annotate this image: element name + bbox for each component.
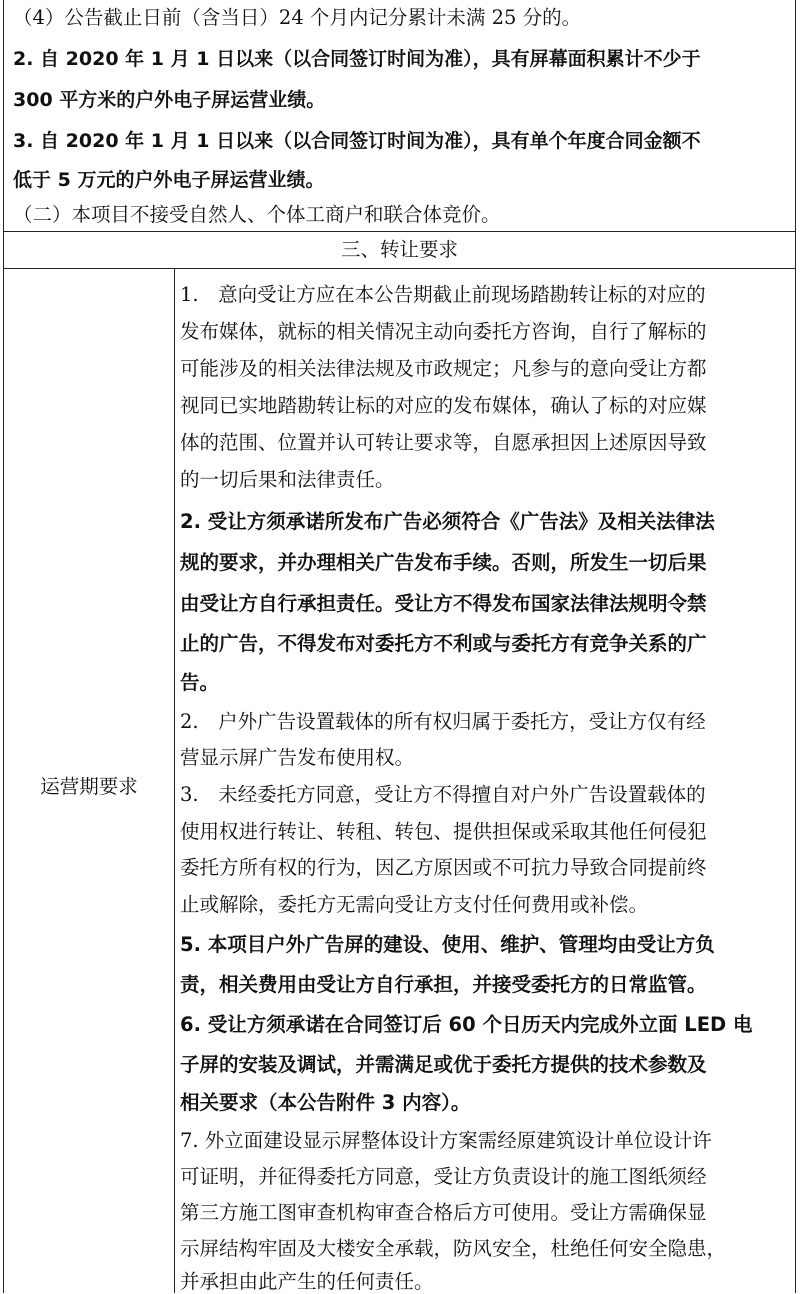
text-line: （二）本项目不接受自然人、个体工商户和联合体竞价。 <box>13 203 501 226</box>
text-line: 低于 5 万元的户外电子屏运营业绩。 <box>13 169 325 191</box>
qualification-block <box>3 0 796 230</box>
text-line: 300 平方米的户外电子屏运营业绩。 <box>13 89 326 111</box>
text-line: 3. 自 2020 年 1 月 1 日以来（以合同签订时间为准），具有单个年度合同金额不 <box>13 130 701 152</box>
text-line: 第三方施工图审查机构审查合格后方可使用。受让方需确保显 <box>180 1201 707 1224</box>
text-line: 止或解除，委托方无需向受让方支付任何费用或补偿。 <box>180 893 649 916</box>
text-line: 止的广告，不得发布对委托方不利或与委托方有竞争关系的广 <box>180 632 707 655</box>
text-line: 示屏结构牢固及大楼安全承载，防风安全，杜绝任何安全隐患， <box>180 1237 727 1260</box>
text-line: 使用权进行转让、转租、转包、提供担保或采取其他任何侵犯 <box>180 820 707 843</box>
text-line: 5. 本项目户外广告屏的建设、使用、维护、管理均由受让方负 <box>180 933 715 956</box>
text-line: 规的要求，并办理相关广告发布手续。否则，所发生一切后果 <box>180 551 707 574</box>
text-line: （4）公告截止日前（含当日）24 个月内记分累计未满 25 分的。 <box>13 6 582 29</box>
text-line: 2. 自 2020 年 1 月 1 日以来（以合同签订时间为准），具有屏幕面积累计不少于 <box>13 48 701 70</box>
text-line: 营显示屏广告发布使用权。 <box>180 746 415 769</box>
text-line: 可证明，并征得委托方同意，受让方负责设计的施工图纸须经 <box>180 1165 707 1188</box>
text-line: 并承担由此产生的任何责任。 <box>180 1270 434 1293</box>
text-line: 委托方所有权的行为，因乙方原因或不可抗力导致合同提前终 <box>180 856 707 879</box>
text-line: 发布媒体，就标的相关情况主动向委托方咨询，自行了解标的 <box>180 320 707 343</box>
text-line: 告。 <box>180 671 220 694</box>
section-title: 三、转让要求 <box>340 238 458 261</box>
text-line: 7. 外立面建设显示屏整体设计方案需经原建筑设计单位设计许 <box>180 1129 712 1152</box>
text-line: 责，相关费用由受让方自行承担，并接受委托方的日常监管。 <box>180 973 707 996</box>
text-line: 6. 受让方须承诺在合同签订后 60 个日历天内完成外立面 LED 电 <box>180 1013 753 1036</box>
text-line: 可能涉及的相关法律法规及市政规定；凡参与的意向受让方都 <box>180 357 707 380</box>
text-line: 的一切后果和法律责任。 <box>180 468 395 491</box>
row-label: 运营期要求 <box>40 775 138 798</box>
table-divider <box>3 231 796 232</box>
text-line: 体的范围、位置并认可转让要求等，自愿承担因上述原因导致 <box>180 431 707 454</box>
text-line: 1. 意向受让方应在本公告期截止前现场踏勘转让标的对应的 <box>180 283 706 306</box>
row-label-cell <box>3 269 175 1293</box>
requirements-cell <box>176 269 796 1293</box>
text-line: 2. 受让方须承诺所发布广告必须符合《广告法》及相关法律法 <box>180 510 715 533</box>
text-line: 相关要求（本公告附件 3 内容）。 <box>180 1091 471 1114</box>
text-line: 由受让方自行承担责任。受让方不得发布国家法律法规明令禁 <box>180 592 707 615</box>
text-line: 子屏的安装及调试，并需满足或优于委托方提供的技术参数及 <box>180 1053 707 1076</box>
text-line: 2. 户外广告设置载体的所有权归属于委托方，受让方仅有经 <box>180 710 706 733</box>
text-line: 视同已实地踏勘转让标的对应的发布媒体，确认了标的对应媒 <box>180 394 707 417</box>
text-line: 3. 未经委托方同意，受让方不得擅自对户外广告设置载体的 <box>180 783 706 806</box>
